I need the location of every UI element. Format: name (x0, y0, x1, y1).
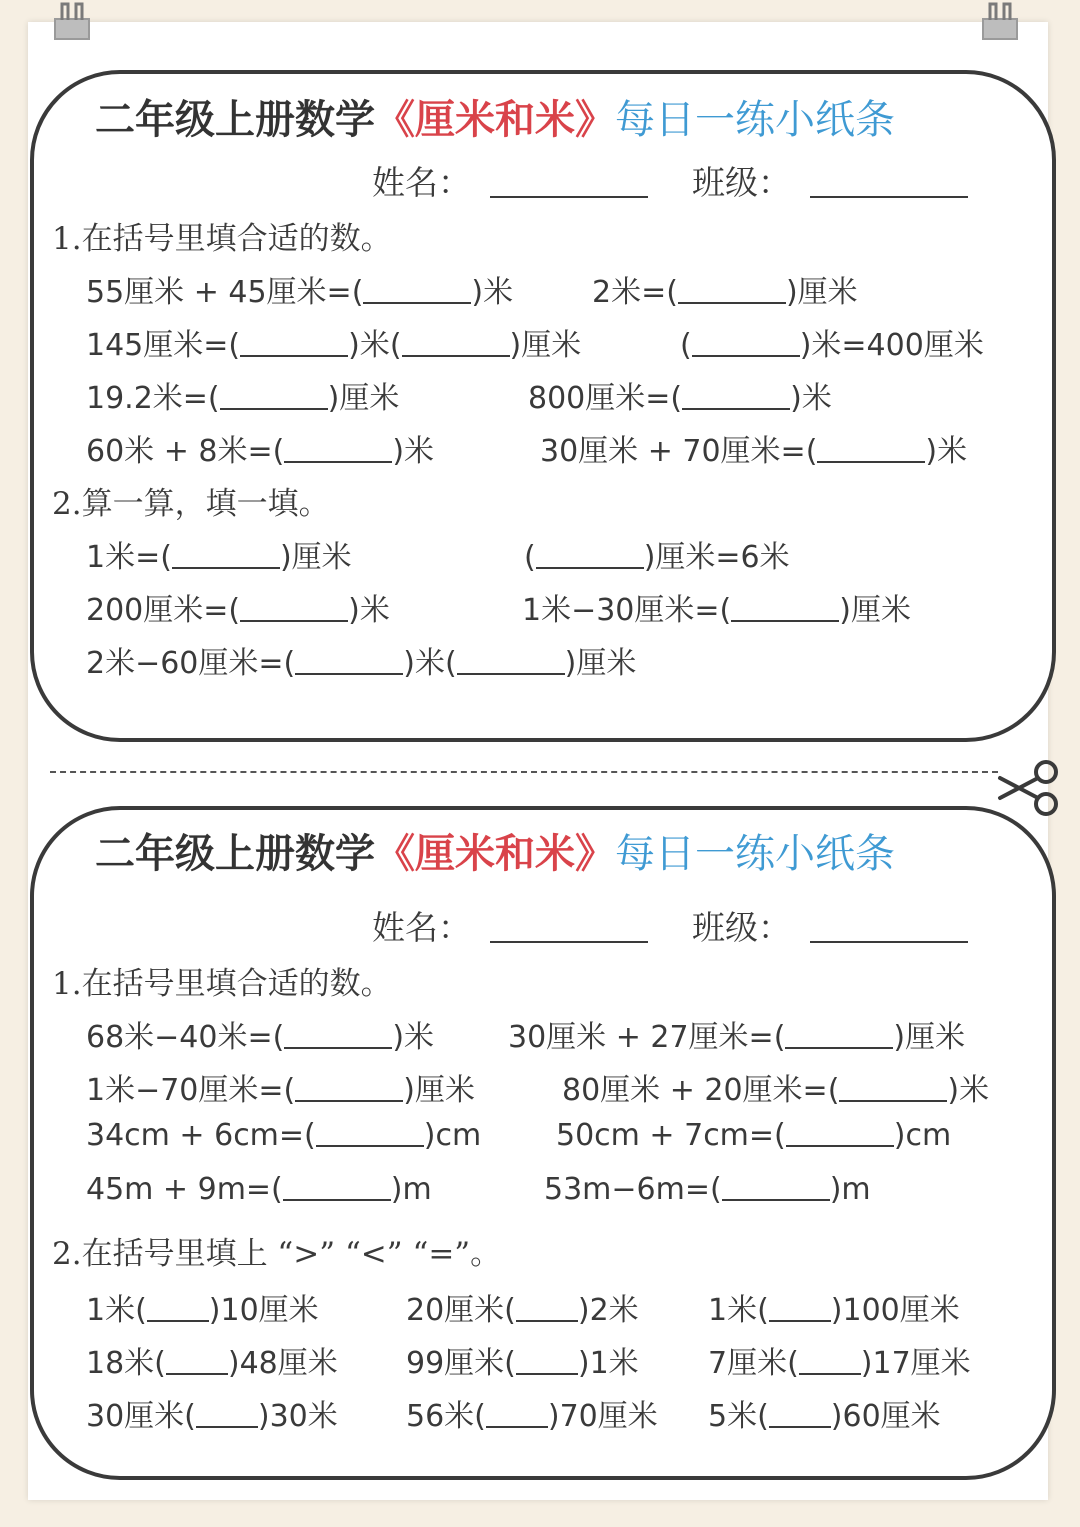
answer-blank[interactable] (316, 1121, 424, 1147)
class-label: 班级： (692, 163, 791, 202)
answer-blank[interactable] (786, 1121, 894, 1147)
exercise-item: 7厘米( )17厘米 (708, 1346, 971, 1381)
class-label: 班级： (692, 908, 791, 947)
answer-blank[interactable] (147, 1296, 209, 1322)
exercise-item: 1米=( )厘米 (86, 540, 352, 575)
exercise-item: 80厘米 + 20厘米=( )米 (562, 1073, 990, 1108)
section-heading: 2.算一算，填一填。 (52, 486, 330, 522)
class-field[interactable] (810, 941, 968, 943)
exercise-item: 30厘米( )30米 (86, 1399, 338, 1434)
answer-blank[interactable] (678, 278, 786, 304)
name-label: 姓名： (372, 163, 471, 202)
title-subtitle: 每日一练小纸条 (615, 831, 895, 877)
exercise-item: 60米 + 8米=( )米 (86, 434, 435, 469)
answer-blank[interactable] (722, 1175, 830, 1201)
answer-blank[interactable] (220, 384, 328, 410)
answer-blank[interactable] (402, 331, 510, 357)
title-subtitle: 每日一练小纸条 (615, 97, 895, 143)
answer-blank[interactable] (240, 596, 348, 622)
title-topic: 《厘米和米》 (375, 96, 615, 143)
section-heading: 1.在括号里填合适的数。 (52, 966, 392, 1002)
answer-blank[interactable] (284, 1023, 392, 1049)
exercise-item: 2米−60厘米=( )米( )厘米 (86, 646, 637, 681)
answer-blank[interactable] (817, 437, 925, 463)
answer-blank[interactable] (284, 437, 392, 463)
answer-blank[interactable] (486, 1402, 548, 1428)
answer-blank[interactable] (172, 543, 280, 569)
exercise-item: 5米( )60厘米 (708, 1399, 941, 1434)
exercise-item: 18米( )48厘米 (86, 1346, 338, 1381)
cut-line (50, 771, 998, 773)
title-topic: 《厘米和米》 (375, 830, 615, 877)
answer-blank[interactable] (516, 1349, 578, 1375)
answer-blank[interactable] (283, 1175, 391, 1201)
section-heading: 2.在括号里填上 “>” “<” “=”。 (52, 1236, 502, 1272)
answer-blank[interactable] (457, 649, 565, 675)
answer-blank[interactable] (516, 1296, 578, 1322)
title-grade: 二年级上册数学 (95, 831, 375, 877)
exercise-item: ( )厘米=6米 (524, 540, 790, 575)
exercise-item: 19.2米=( )厘米 (86, 381, 400, 416)
answer-blank[interactable] (295, 649, 403, 675)
answer-blank[interactable] (769, 1296, 831, 1322)
binder-clip-icon (50, 0, 94, 44)
answer-blank[interactable] (769, 1402, 831, 1428)
class-field[interactable] (810, 196, 968, 198)
answer-blank[interactable] (799, 1349, 861, 1375)
exercise-item: 30厘米 + 27厘米=( )厘米 (508, 1020, 966, 1055)
worksheet-title (95, 822, 895, 879)
exercise-item: 200厘米=( )米 (86, 593, 390, 628)
answer-blank[interactable] (363, 278, 471, 304)
binder-clip-icon (978, 0, 1022, 44)
answer-blank[interactable] (731, 596, 839, 622)
exercise-item: 2米=( )厘米 (592, 275, 858, 310)
title-grade: 二年级上册数学 (95, 97, 375, 143)
answer-blank[interactable] (295, 1076, 403, 1102)
answer-blank[interactable] (536, 543, 644, 569)
name-field[interactable] (490, 941, 648, 943)
exercise-item: 68米−40米=( )米 (86, 1020, 435, 1055)
exercise-item: 20厘米( )2米 (406, 1293, 639, 1328)
answer-blank[interactable] (240, 331, 348, 357)
exercise-item: 99厘米( )1米 (406, 1346, 639, 1381)
exercise-item: 55厘米 + 45厘米=( )米 (86, 275, 514, 310)
answer-blank[interactable] (166, 1349, 228, 1375)
exercise-item: 1米( )10厘米 (86, 1293, 319, 1328)
worksheet-title (95, 88, 895, 145)
answer-blank[interactable] (692, 331, 800, 357)
section-heading: 1.在括号里填合适的数。 (52, 221, 392, 257)
exercise-item: 1米−70厘米=( )厘米 (86, 1073, 475, 1108)
exercise-item: 145厘米=( )米( )厘米 (86, 328, 582, 363)
exercise-item: ( )米=400厘米 (680, 328, 984, 363)
exercise-item: 50cm + 7cm=( )cm (556, 1118, 952, 1153)
exercise-item: 30厘米 + 70厘米=( )米 (540, 434, 968, 469)
exercise-item: 45m + 9m=( )m (86, 1172, 432, 1207)
answer-blank[interactable] (682, 384, 790, 410)
exercise-item: 1米( )100厘米 (708, 1293, 960, 1328)
exercise-item: 53m−6m=( )m (544, 1172, 871, 1207)
answer-blank[interactable] (839, 1076, 947, 1102)
answer-blank[interactable] (196, 1402, 258, 1428)
exercise-item: 34cm + 6cm=( )cm (86, 1118, 482, 1153)
name-label: 姓名： (372, 908, 471, 947)
exercise-item: 56米( )70厘米 (406, 1399, 658, 1434)
answer-blank[interactable] (785, 1023, 893, 1049)
scissors-icon (996, 756, 1062, 822)
name-field[interactable] (490, 196, 648, 198)
exercise-item: 1米−30厘米=( )厘米 (522, 593, 911, 628)
exercise-item: 800厘米=( )米 (528, 381, 832, 416)
